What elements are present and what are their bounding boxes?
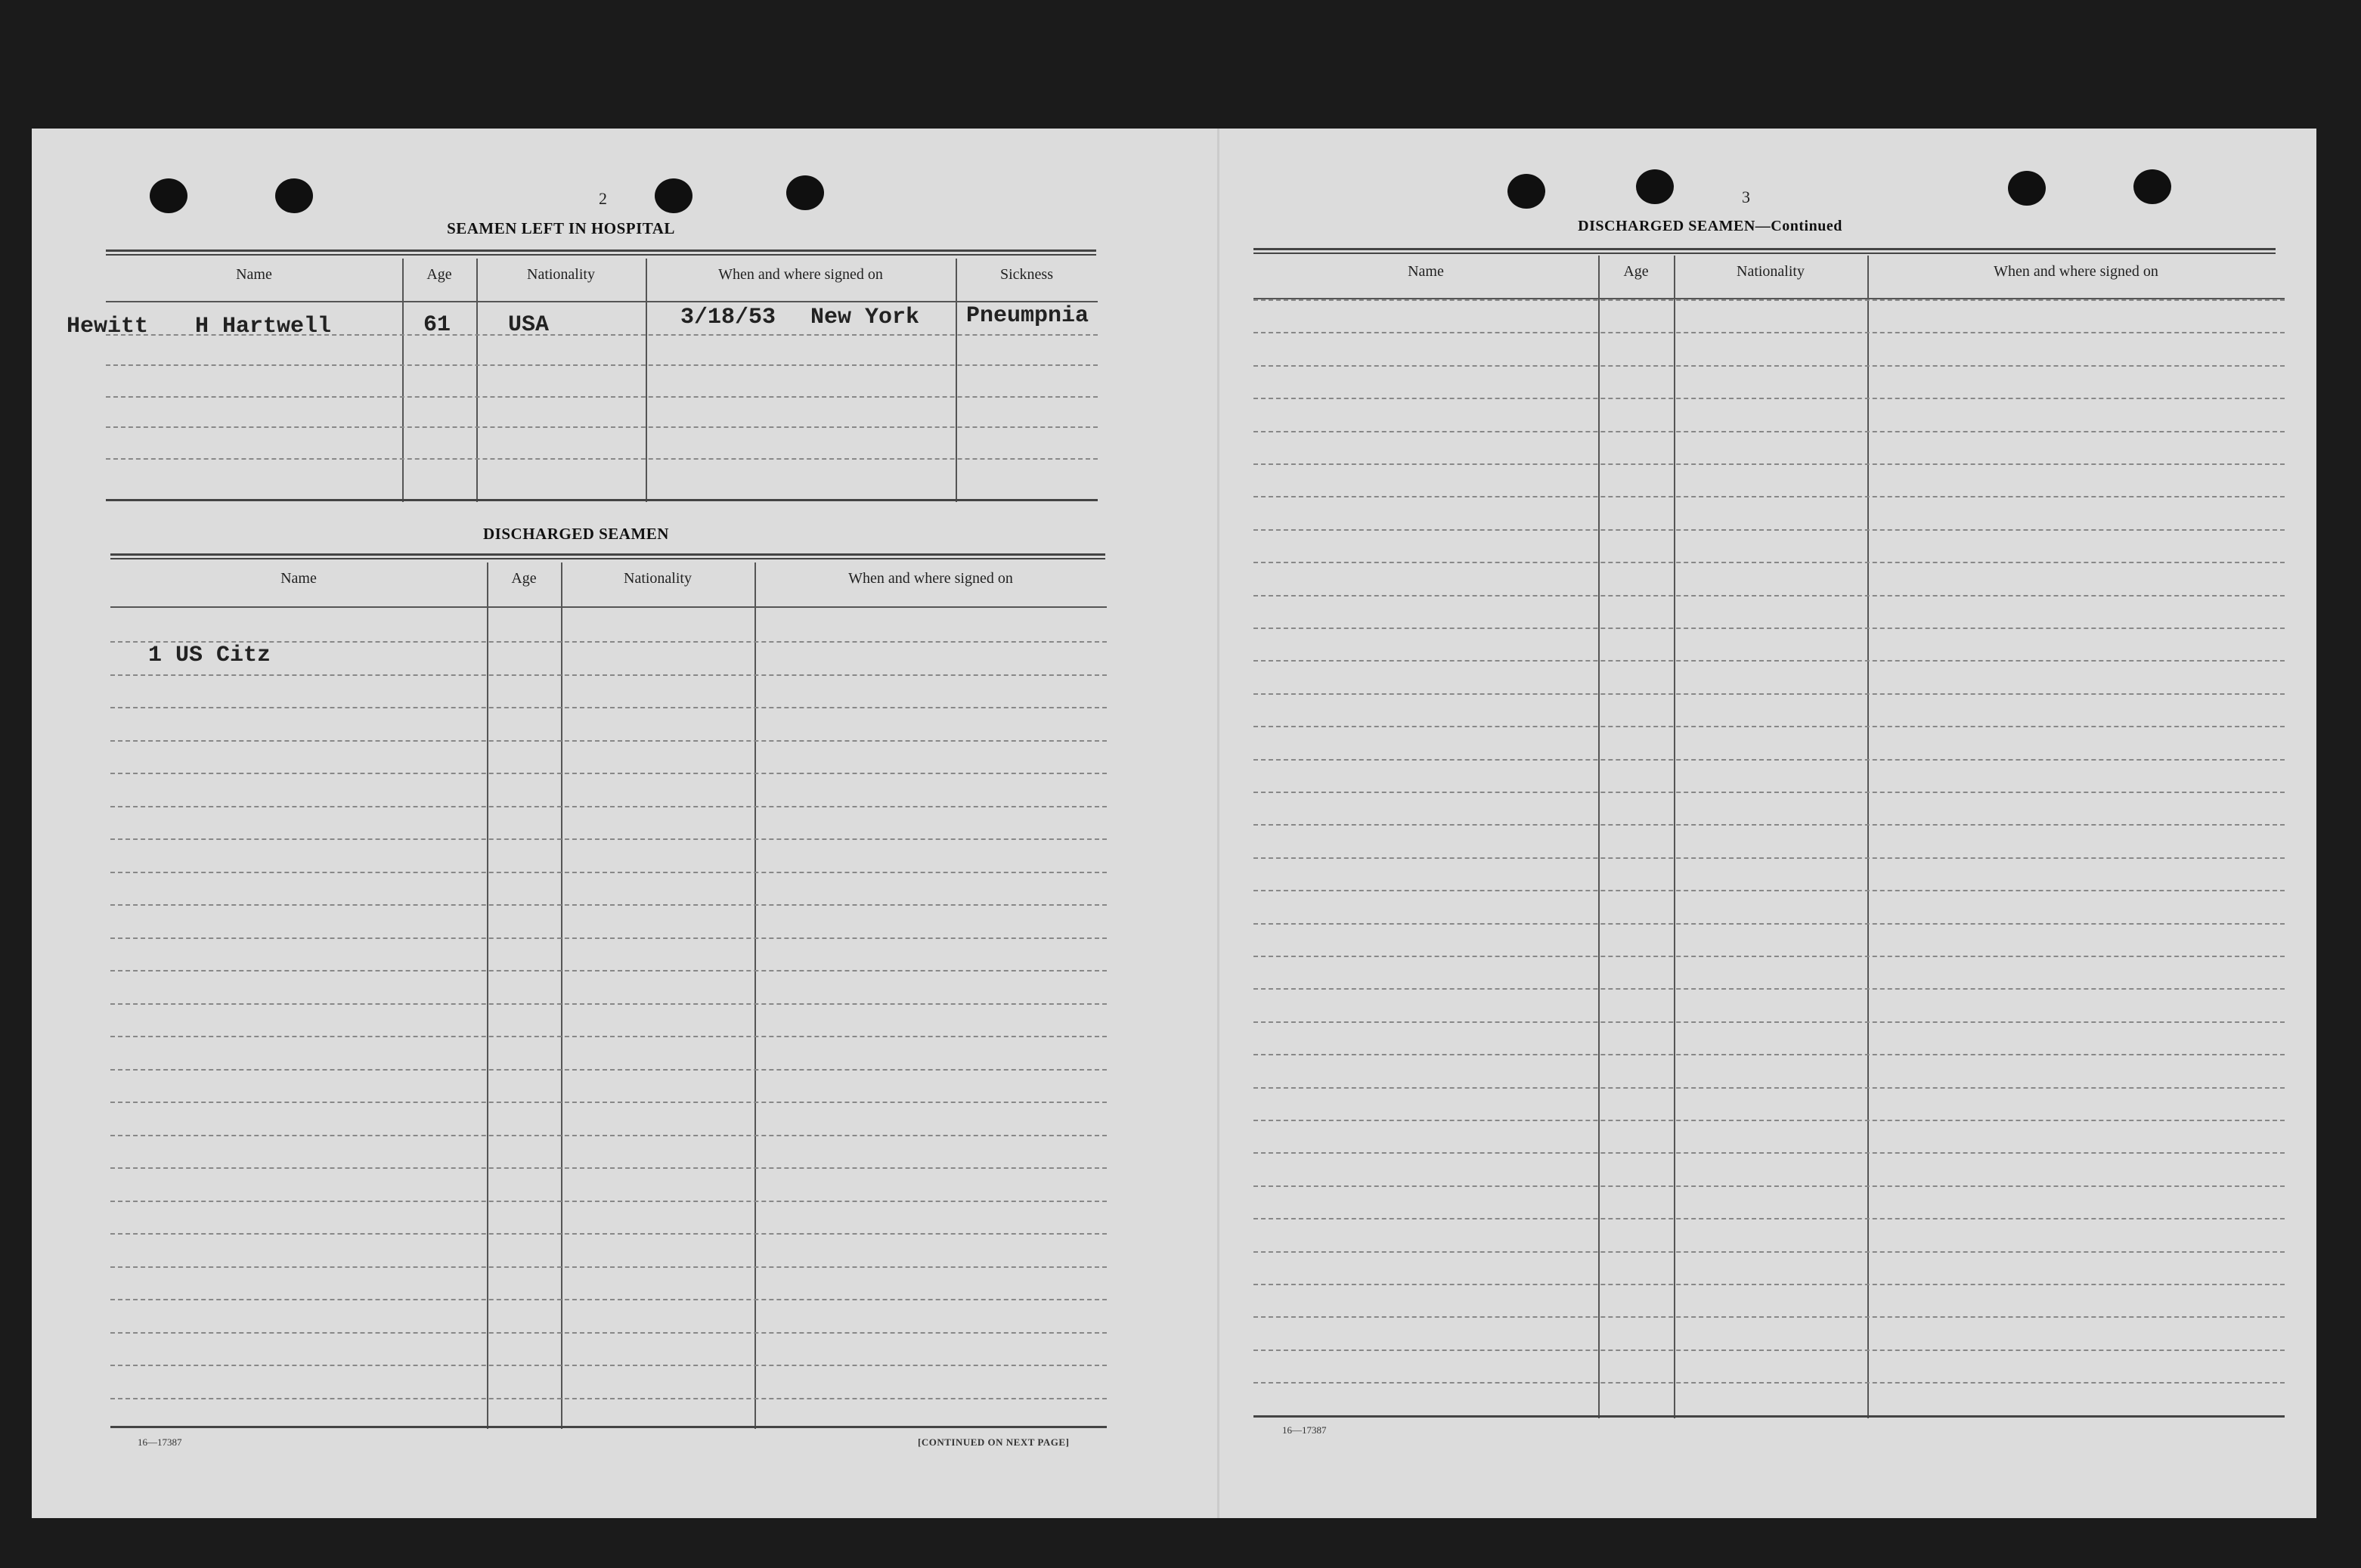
table-row — [110, 1036, 1107, 1037]
col-header-name: Name — [236, 266, 272, 283]
table-row — [1253, 956, 2285, 957]
table-row — [1253, 496, 2285, 497]
table-row — [110, 1266, 1107, 1268]
record-sheet — [32, 129, 2316, 1518]
table-row — [110, 1332, 1107, 1334]
table-row — [110, 1102, 1107, 1103]
table-row — [110, 872, 1107, 873]
entry-age: 61 — [423, 312, 451, 338]
table-row — [1253, 857, 2285, 859]
table-row — [110, 1299, 1107, 1300]
hospital-table — [106, 259, 1098, 502]
col-header-sickness: Sickness — [1000, 266, 1053, 283]
entry-date: 3/18/53 — [680, 305, 776, 330]
table-row — [1253, 923, 2285, 925]
table-row — [1253, 824, 2285, 826]
table-row — [1253, 529, 2285, 531]
title-rule — [106, 249, 1096, 256]
col-header-name: Name — [1408, 263, 1444, 280]
table-row — [1253, 365, 2285, 367]
table-row — [110, 1003, 1107, 1005]
col-header-nationality: Nationality — [527, 266, 595, 283]
form-number-right: 16—17387 — [1282, 1424, 1327, 1436]
table-row — [110, 1233, 1107, 1235]
entry-surname: Hewitt — [67, 314, 149, 339]
table-row — [1253, 431, 2285, 432]
table-row — [1253, 1152, 2285, 1154]
table-row — [1253, 1284, 2285, 1285]
table-row — [1253, 988, 2285, 990]
table-row — [110, 740, 1107, 742]
entry-place: New York — [810, 305, 920, 330]
form-number-left: 16—17387 — [138, 1436, 182, 1448]
page-number-left: 2 — [599, 189, 607, 208]
col-header-signed-on: When and where signed on — [1994, 263, 2158, 280]
punch-hole — [1507, 174, 1545, 209]
table-row — [1253, 562, 2285, 563]
discharged-continued-table — [1253, 256, 2285, 1418]
table-row — [1253, 463, 2285, 465]
table-row — [1253, 398, 2285, 399]
table-row — [110, 707, 1107, 708]
punch-hole — [2133, 169, 2171, 204]
table-row — [1253, 1054, 2285, 1055]
table-row — [110, 806, 1107, 807]
table-row — [1253, 1185, 2285, 1187]
table-row — [1253, 1350, 2285, 1351]
table-row — [1253, 595, 2285, 597]
col-header-signed-on: When and where signed on — [848, 570, 1013, 587]
punch-hole — [2008, 171, 2046, 206]
table-row — [1253, 759, 2285, 761]
table-row — [1253, 628, 2285, 629]
col-header-age: Age — [511, 570, 537, 587]
table-row — [1253, 726, 2285, 727]
col-header-name: Name — [280, 570, 317, 587]
punch-hole — [150, 178, 187, 213]
table-row — [110, 1398, 1107, 1399]
table-row — [110, 1201, 1107, 1202]
table-row — [110, 1135, 1107, 1136]
table-row — [1253, 1021, 2285, 1023]
table-row — [110, 773, 1107, 774]
table-row — [1253, 693, 2285, 695]
table-row — [1253, 1382, 2285, 1384]
entry-nationality: USA — [508, 312, 550, 338]
table-row — [110, 1069, 1107, 1071]
table-row — [1253, 299, 2285, 301]
col-header-age: Age — [426, 266, 452, 283]
table-row — [110, 674, 1107, 676]
punch-hole — [786, 175, 824, 210]
punch-hole — [1636, 169, 1674, 204]
discharged-entry: 1 US Citz — [148, 643, 271, 668]
col-header-nationality: Nationality — [624, 570, 692, 587]
hospital-section-title: SEAMEN LEFT IN HOSPITAL — [447, 219, 675, 237]
entry-sickness: Pneumpnia — [966, 303, 1089, 329]
continued-note: [CONTINUED ON NEXT PAGE] — [918, 1436, 1070, 1448]
col-header-signed-on: When and where signed on — [718, 266, 883, 283]
discharged-table — [110, 562, 1107, 1429]
table-row — [1253, 1120, 2285, 1121]
table-row — [110, 904, 1107, 906]
table-row — [1253, 332, 2285, 333]
title-rule — [1253, 248, 2276, 254]
table-row — [1253, 1218, 2285, 1219]
table-row — [1253, 1087, 2285, 1089]
table-row — [1253, 792, 2285, 793]
table-row — [1253, 660, 2285, 662]
table-row — [1253, 890, 2285, 891]
table-row — [110, 1365, 1107, 1366]
table-row — [110, 937, 1107, 939]
col-header-age: Age — [1623, 263, 1649, 280]
page-number-right: 3 — [1742, 187, 1750, 206]
table-row — [110, 838, 1107, 840]
table-row — [1253, 1251, 2285, 1253]
discharged-continued-title: DISCHARGED SEAMEN—Continued — [1578, 218, 1842, 234]
table-row — [110, 970, 1107, 971]
entry-given-name: H Hartwell — [195, 314, 332, 339]
col-header-nationality: Nationality — [1737, 263, 1805, 280]
discharged-section-title: DISCHARGED SEAMEN — [483, 525, 669, 543]
punch-hole — [655, 178, 692, 213]
title-rule — [110, 553, 1105, 559]
table-row — [1253, 1316, 2285, 1318]
punch-hole — [275, 178, 313, 213]
page-fold — [1217, 129, 1219, 1518]
table-row — [110, 1167, 1107, 1169]
